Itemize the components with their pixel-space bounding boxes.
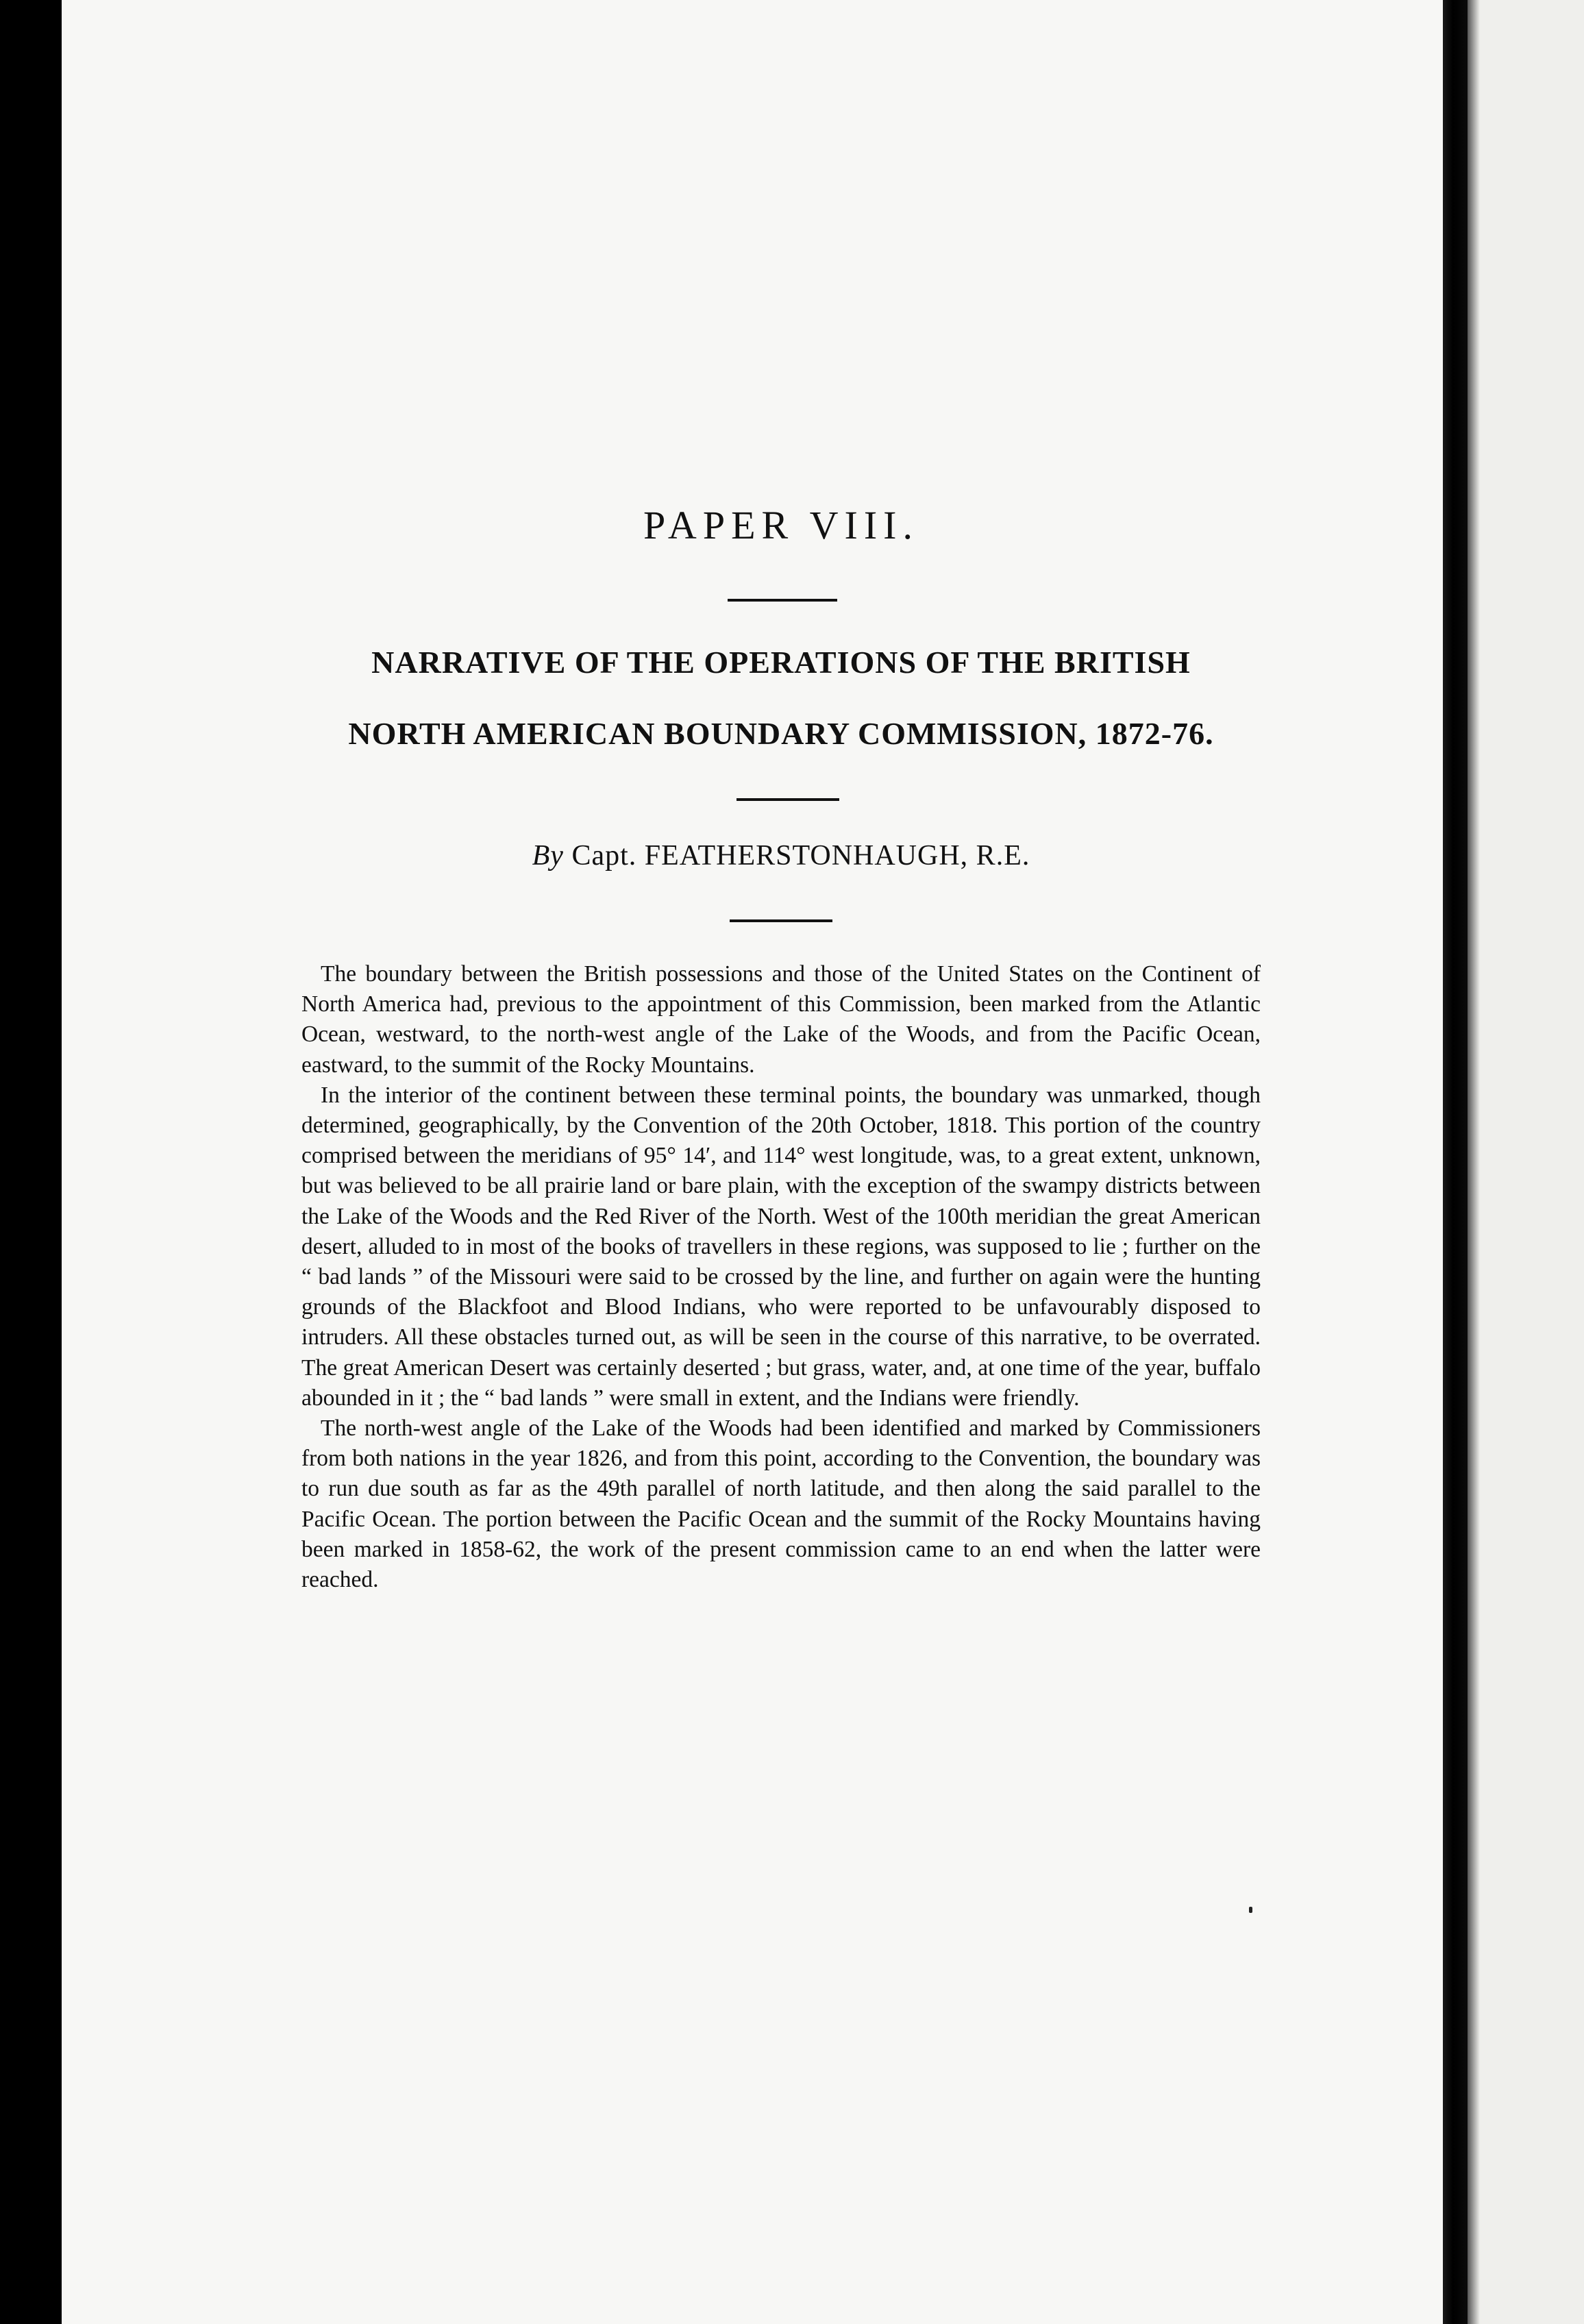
author-byline xyxy=(301,841,1261,870)
paragraph: In the interior of the continent between these terminal points, the boundary was unmarked, though determined, geographically, by the Convention of the 20th October, 1818. This portion of the country comprised between the meridians of 95° 14′, and 114° west longitude, was, to a great extent, unknown, but was believed to be all prairie land or bare plain, with the exception of the swampy districts between the Lake of the Woods and the Red River of the North. West of the 100th meridian the great American desert, alluded to in most of the books of travellers in these regions, was supposed to lie ; further on the “ bad lands ” of the Missouri were said to be crossed by the line, and further on again were the hunting grounds of the Blackfoot and Blood Indians, who were reported to be unfavourably disposed to intruders. All these obstacles turned out, as will be seen in the course of this narrative, to be overrated. The great American Desert was certainly deserted ; but grass, water, and, at one time of the year, buffalo abounded in it ; the “ bad lands ” were small in extent, and the Indians were friendly. xyxy=(301,1082,1261,1411)
body-text xyxy=(301,959,1261,1595)
byline-author: Capt. FEATHERSTONHAUGH, R.E. xyxy=(571,840,1030,872)
paragraph: The boundary between the British possessions and those of the United States on the Continent of North America had, previous to the appointment of this Commission, been marked from the Atlantic Ocean, westward, to the north-west angle of the Lake of the Woods, and from the Pacific Ocean, eastward, to the summit of the Rocky Mountains. xyxy=(301,961,1261,1078)
scan-border-left xyxy=(0,0,62,2324)
article-title-line-2: NORTH AMERICAN BOUNDARY COMMISSION, 1872-76. xyxy=(348,716,1214,751)
article-title-line-1: NARRATIVE OF THE OPERATIONS OF THE BRITISH xyxy=(371,645,1191,680)
facing-page-shadow xyxy=(1468,0,1480,2324)
paper-title: PAPER VIII. xyxy=(643,503,919,547)
paragraph: The north-west angle of the Lake of the Woods had been identified and marked by Commissioners from both nations in the year 1826, and from this point, according to the Convention, the boundary was to run due south as far as the 49th parallel of north latitude, and then along the said parallel to the Pacific Ocean. The portion between the Pacific Ocean and the summit of the Rocky Mountains having been marked in 1858-62, the work of the present commission came to an end when the latter were reached. xyxy=(301,1416,1261,1593)
scan-speck xyxy=(1249,1907,1252,1913)
byline-prefix: By xyxy=(532,840,564,872)
byline-divider xyxy=(730,919,832,922)
subtitle-divider xyxy=(737,798,839,801)
facing-page-edge xyxy=(1468,0,1584,2324)
title-divider xyxy=(728,599,837,602)
book-gutter xyxy=(1443,0,1468,2324)
